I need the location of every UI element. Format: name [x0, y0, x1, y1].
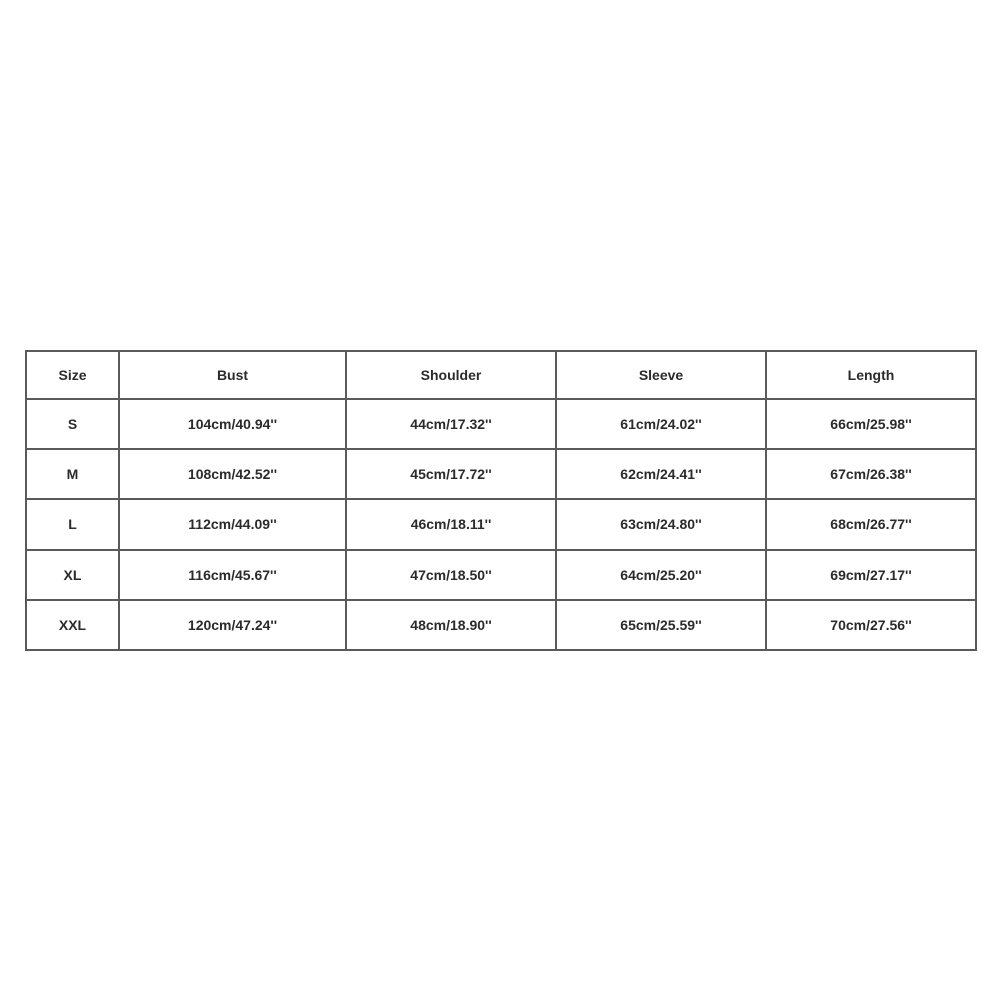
cell-bust: 116cm/45.67'': [119, 550, 346, 600]
cell-length: 66cm/25.98'': [766, 399, 976, 449]
cell-length: 69cm/27.17'': [766, 550, 976, 600]
cell-bust: 108cm/42.52'': [119, 449, 346, 499]
table-row: [26, 449, 976, 499]
cell-sleeve: 65cm/25.59'': [556, 600, 766, 650]
cell-shoulder: 46cm/18.11'': [346, 499, 556, 549]
cell-bust: 104cm/40.94'': [119, 399, 346, 449]
header-bust: Bust: [119, 351, 346, 399]
header-sleeve: Sleeve: [556, 351, 766, 399]
cell-bust: 112cm/44.09'': [119, 499, 346, 549]
cell-length: 67cm/26.38'': [766, 449, 976, 499]
cell-sleeve: 63cm/24.80'': [556, 499, 766, 549]
table-row: [26, 550, 976, 600]
size-chart-table: [25, 350, 977, 651]
table-row: [26, 499, 976, 549]
cell-sleeve: 64cm/25.20'': [556, 550, 766, 600]
cell-sleeve: 61cm/24.02'': [556, 399, 766, 449]
table-row: [26, 600, 976, 650]
header-row: [26, 351, 976, 399]
header-length: Length: [766, 351, 976, 399]
cell-size: XXL: [26, 600, 119, 650]
table-row: [26, 399, 976, 449]
cell-shoulder: 44cm/17.32'': [346, 399, 556, 449]
cell-bust: 120cm/47.24'': [119, 600, 346, 650]
header-shoulder: Shoulder: [346, 351, 556, 399]
cell-size: L: [26, 499, 119, 549]
cell-length: 70cm/27.56'': [766, 600, 976, 650]
cell-shoulder: 45cm/17.72'': [346, 449, 556, 499]
cell-size: XL: [26, 550, 119, 600]
cell-shoulder: 48cm/18.90'': [346, 600, 556, 650]
cell-sleeve: 62cm/24.41'': [556, 449, 766, 499]
cell-size: M: [26, 449, 119, 499]
header-size: Size: [26, 351, 119, 399]
cell-shoulder: 47cm/18.50'': [346, 550, 556, 600]
cell-size: S: [26, 399, 119, 449]
cell-length: 68cm/26.77'': [766, 499, 976, 549]
